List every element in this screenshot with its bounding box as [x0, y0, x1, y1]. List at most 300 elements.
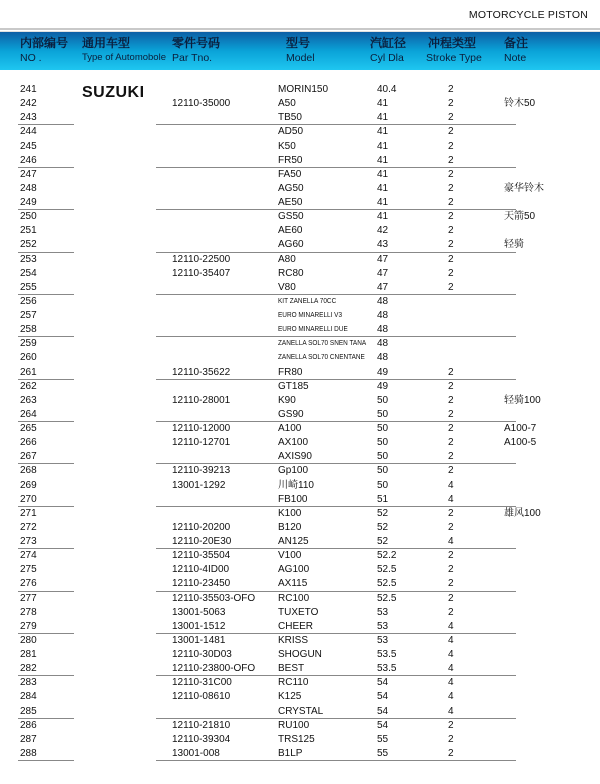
cell-part-number: 12110-35000 [172, 98, 231, 110]
cell-cyl-dia: 50 [377, 394, 389, 406]
cell-no: 252 [20, 239, 37, 251]
cell-stroke-type: 2 [448, 521, 454, 533]
header-note-cn: 备注 [504, 36, 529, 50]
cell-model: KRISS [278, 634, 309, 646]
cell-model: MORIN150 [278, 84, 329, 95]
cell-stroke-type: 2 [448, 366, 454, 378]
table-row [0, 535, 600, 549]
table-row [0, 577, 600, 591]
table-row [0, 592, 600, 606]
cell-cyl-dia: 51 [377, 493, 389, 505]
row-group-divider [156, 633, 516, 634]
cell-no: 255 [20, 281, 37, 293]
cell-no: 287 [20, 733, 37, 745]
cell-stroke-type: 2 [448, 408, 454, 420]
cell-model: AE50 [278, 197, 303, 208]
cell-cyl-dia: 48 [377, 324, 389, 336]
cell-cyl-dia: 50 [377, 423, 389, 434]
cell-stroke-type: 2 [448, 380, 454, 392]
cell-cyl-dia: 52 [377, 536, 389, 547]
table-row [0, 606, 600, 620]
cell-stroke-type: 2 [448, 154, 454, 166]
cell-no: 247 [20, 168, 37, 180]
row-group-divider [156, 252, 516, 253]
cell-model: K50 [278, 140, 296, 152]
cell-model: A80 [278, 253, 296, 265]
cell-model: GS50 [278, 211, 304, 223]
cell-part-number: 13001-1292 [172, 479, 226, 491]
cell-stroke-type: 2 [448, 239, 454, 251]
cell-model: AG60 [278, 239, 304, 251]
cell-cyl-dia: 41 [377, 197, 389, 208]
table-row [0, 464, 600, 478]
cell-part-number: 12110-39304 [172, 733, 231, 745]
cell-no: 246 [20, 154, 37, 166]
cell-no: 267 [20, 451, 37, 463]
cell-model: FR80 [278, 366, 303, 378]
cell-part-number: 12110-20E30 [172, 536, 232, 547]
cell-part-number: 12110-28001 [172, 394, 231, 406]
cell-part-number: 13001-1481 [172, 634, 226, 646]
cell-note: 铃木50 [504, 98, 536, 110]
cell-part-number: 13001-008 [172, 747, 220, 759]
cell-cyl-dia: 53 [377, 620, 389, 632]
cell-model: FB100 [278, 493, 308, 505]
cell-cyl-dia: 47 [377, 253, 389, 265]
cell-no: 242 [20, 98, 37, 110]
brand-label: SUZUKI [82, 84, 145, 101]
row-group-divider [18, 548, 74, 549]
cell-cyl-dia: 50 [377, 479, 389, 491]
cell-stroke-type: 2 [448, 182, 454, 194]
cell-stroke-type: 2 [448, 747, 454, 759]
table-row [0, 620, 600, 634]
cell-cyl-dia: 49 [377, 380, 389, 392]
cell-stroke-type: 2 [448, 253, 454, 265]
cell-no: 245 [20, 140, 37, 152]
cell-model: Gp100 [278, 465, 309, 477]
cell-no: 243 [20, 112, 37, 124]
row-group-divider [18, 718, 74, 719]
cell-stroke-type: 4 [448, 705, 454, 717]
header-dia-en: Cyl Dla [370, 52, 404, 64]
cell-model: RU100 [278, 719, 310, 731]
cell-model: AG100 [278, 564, 310, 576]
cell-model: AX100 [278, 437, 309, 449]
table-row [0, 154, 600, 168]
table-row [0, 224, 600, 238]
cell-stroke-type: 2 [448, 606, 454, 618]
cell-part-number: 12110-23800-OFO [172, 663, 256, 675]
cell-stroke-type: 2 [448, 423, 454, 434]
row-group-divider [18, 760, 74, 761]
cell-part-number: 12110-31C00 [172, 677, 232, 689]
cell-cyl-dia: 47 [377, 281, 389, 293]
table-row [0, 351, 600, 365]
cell-model: V80 [278, 281, 296, 293]
table-row [0, 83, 600, 97]
row-group-divider [18, 336, 74, 337]
table-row [0, 125, 600, 139]
cell-model: AE60 [278, 225, 303, 237]
cell-model: CRYSTAL [278, 705, 324, 717]
cell-model: K90 [278, 394, 296, 406]
cell-cyl-dia: 41 [377, 154, 389, 166]
row-group-divider [18, 506, 74, 507]
table-row [0, 196, 600, 210]
cell-no: 275 [20, 564, 37, 576]
cell-part-number: 13001-1512 [172, 620, 226, 632]
cell-no: 283 [20, 677, 37, 689]
cell-cyl-dia: 41 [377, 168, 389, 180]
cell-cyl-dia: 55 [377, 733, 389, 745]
cell-stroke-type: 2 [448, 84, 454, 95]
cell-no: 250 [20, 211, 37, 223]
header-no-en: NO . [20, 52, 42, 64]
cell-cyl-dia: 52.5 [377, 578, 397, 590]
cell-model: K100 [278, 507, 302, 519]
cell-stroke-type: 2 [448, 98, 454, 110]
cell-no: 253 [20, 253, 37, 265]
cell-cyl-dia: 47 [377, 267, 389, 279]
row-group-divider [156, 675, 516, 676]
table-row [0, 662, 600, 676]
cell-cyl-dia: 48 [377, 352, 389, 364]
cell-stroke-type: 2 [448, 437, 454, 449]
cell-cyl-dia: 53.5 [377, 663, 397, 675]
cell-no: 284 [20, 691, 37, 703]
header-note-en: Note [504, 52, 527, 64]
cell-part-number: 12110-20200 [172, 521, 231, 533]
cell-model: TUXETO [278, 606, 319, 618]
table-row [0, 295, 600, 309]
cell-stroke-type: 2 [448, 267, 454, 279]
cell-part-number: 12110-08610 [172, 691, 231, 703]
cell-model: AX115 [278, 578, 308, 590]
cell-stroke-type: 2 [448, 394, 454, 406]
table-row [0, 380, 600, 394]
cell-model: KIT ZANELLA 70CC [278, 297, 337, 305]
header-stroke-cn: 冲程类型 [428, 36, 477, 50]
cell-part-number: 12110-22500 [172, 253, 231, 265]
cell-no: 282 [20, 663, 37, 675]
cell-no: 277 [20, 592, 37, 604]
header-auto-cn: 通用车型 [82, 36, 131, 50]
table-row [0, 140, 600, 154]
cell-no: 271 [20, 507, 37, 519]
table-row [0, 267, 600, 281]
table-row [0, 366, 600, 380]
cell-stroke-type: 2 [448, 592, 454, 604]
cell-part-number: 12110-35622 [172, 366, 231, 378]
cell-note: 雄风100 [504, 507, 541, 519]
row-group-divider [156, 421, 516, 422]
row-group-divider [18, 591, 74, 592]
header-stroke-en: Stroke Type [426, 52, 482, 64]
cell-stroke-type: 2 [448, 140, 454, 152]
cell-model: RC110 [278, 677, 309, 689]
cell-stroke-type: 4 [448, 620, 454, 632]
table-row [0, 549, 600, 563]
cell-no: 286 [20, 719, 37, 731]
cell-model: EURO MINARELLI DUE [278, 326, 348, 334]
table-row [0, 705, 600, 719]
row-group-divider [156, 379, 516, 380]
cell-model: GT185 [278, 380, 309, 392]
table-row [0, 210, 600, 224]
cell-stroke-type: 2 [448, 550, 454, 562]
cell-stroke-type: 2 [448, 465, 454, 477]
cell-stroke-type: 4 [448, 479, 454, 491]
header-model-cn: 型号 [286, 36, 311, 50]
row-group-divider [156, 591, 516, 592]
cell-model: ZANELLA SOL70 CNENTANE [278, 354, 365, 362]
cell-part-number: 12110-21810 [172, 719, 231, 731]
row-group-divider [156, 463, 516, 464]
table-row [0, 168, 600, 182]
header-no-cn: 内部编号 [20, 36, 69, 50]
cell-part-number: 12110-4ID00 [172, 564, 230, 576]
cell-part-number: 12110-35503-OFO [172, 592, 256, 604]
cell-cyl-dia: 52 [377, 521, 389, 533]
cell-model: TB50 [278, 112, 302, 124]
row-group-divider [18, 421, 74, 422]
cell-model: AXIS90 [278, 451, 312, 463]
table-row [0, 733, 600, 747]
cell-no: 276 [20, 578, 37, 590]
cell-model: TRS125 [278, 733, 315, 745]
cell-cyl-dia: 52.5 [377, 564, 397, 576]
cell-cyl-dia: 52.5 [377, 592, 397, 604]
cell-no: 261 [20, 366, 37, 378]
table-row [0, 521, 600, 535]
header-part-cn: 零件号码 [172, 36, 221, 50]
top-bar [0, 0, 600, 32]
cell-part-number: 13001-5063 [172, 606, 226, 618]
cell-note: 豪华铃木 [504, 182, 544, 194]
table-header [0, 32, 600, 70]
cell-no: 244 [20, 126, 37, 138]
cell-note: A100-7 [504, 423, 537, 434]
cell-stroke-type: 2 [448, 281, 454, 293]
cell-model: B1LP [278, 747, 303, 759]
row-group-divider [18, 124, 74, 125]
table-row [0, 394, 600, 408]
cell-no: 269 [20, 479, 37, 491]
cell-part-number: 12110-12000 [172, 423, 231, 434]
table-row [0, 281, 600, 295]
cell-stroke-type: 4 [448, 493, 454, 505]
cell-no: 241 [20, 84, 37, 95]
cell-part-number: 12110-30D03 [172, 649, 232, 660]
cell-no: 264 [20, 408, 37, 420]
cell-cyl-dia: 48 [377, 295, 389, 307]
row-group-divider [156, 718, 516, 719]
cell-no: 272 [20, 521, 37, 533]
cell-cyl-dia: 48 [377, 338, 389, 350]
cell-cyl-dia: 41 [377, 182, 389, 194]
cell-stroke-type: 2 [448, 451, 454, 463]
table-row [0, 182, 600, 196]
row-group-divider [18, 675, 74, 676]
cell-cyl-dia: 54 [377, 719, 389, 731]
cell-stroke-type: 4 [448, 691, 454, 703]
cell-no: 248 [20, 182, 37, 194]
table-row [0, 408, 600, 422]
row-group-divider [156, 294, 516, 295]
row-group-divider [156, 167, 516, 168]
cell-no: 266 [20, 437, 37, 449]
table-row [0, 563, 600, 577]
cell-no: 263 [20, 394, 37, 406]
row-group-divider [18, 633, 74, 634]
cell-note: A100-5 [504, 437, 537, 449]
header-part-en: Par Tno. [172, 52, 213, 64]
row-group-divider [18, 167, 74, 168]
table-row [0, 253, 600, 267]
cell-part-number: 12110-35504 [172, 550, 231, 562]
row-group-divider [18, 463, 74, 464]
cell-no: 256 [20, 295, 37, 307]
header-dia-cn: 汽缸径 [370, 36, 407, 50]
table-row [0, 337, 600, 351]
row-group-divider [156, 760, 516, 761]
table-row [0, 634, 600, 648]
cell-model: RC100 [278, 592, 310, 604]
cell-cyl-dia: 53 [377, 606, 389, 618]
table-row [0, 719, 600, 733]
cell-stroke-type: 4 [448, 649, 454, 660]
cell-cyl-dia: 54 [377, 677, 389, 689]
cell-model: B120 [278, 521, 302, 533]
table-row [0, 422, 600, 436]
cell-part-number: 12110-39213 [172, 465, 231, 477]
cell-cyl-dia: 42 [377, 225, 389, 237]
cell-no: 251 [20, 225, 37, 237]
cell-model: RC80 [278, 267, 304, 279]
cell-stroke-type: 4 [448, 634, 454, 646]
table-row [0, 479, 600, 493]
cell-no: 281 [20, 649, 37, 660]
cell-model: A100 [278, 423, 302, 434]
cell-stroke-type: 2 [448, 733, 454, 745]
row-group-divider [18, 252, 74, 253]
cell-model: AD50 [278, 126, 304, 138]
cell-cyl-dia: 41 [377, 98, 389, 110]
cell-no: 265 [20, 423, 37, 434]
cell-no: 273 [20, 536, 37, 547]
cell-stroke-type: 2 [448, 126, 454, 138]
header-model-en: Model [286, 52, 315, 64]
cell-cyl-dia: 41 [377, 140, 389, 152]
cell-cyl-dia: 50 [377, 465, 389, 477]
cell-model: GS90 [278, 408, 304, 420]
table-row [0, 450, 600, 464]
cell-no: 278 [20, 606, 37, 618]
cell-no: 270 [20, 493, 37, 505]
table-row [0, 648, 600, 662]
cell-note: 轻骑100 [504, 394, 541, 406]
cell-no: 288 [20, 747, 37, 759]
cell-model: A50 [278, 98, 296, 110]
cell-stroke-type: 4 [448, 663, 454, 675]
cell-model: 川崎110 [278, 479, 314, 491]
table-row [0, 690, 600, 704]
cell-cyl-dia: 54 [377, 691, 389, 703]
cell-no: 274 [20, 550, 37, 562]
table-row [0, 97, 600, 111]
cell-cyl-dia: 53.5 [377, 649, 397, 660]
cell-cyl-dia: 41 [377, 211, 389, 223]
table-row [0, 507, 600, 521]
cell-no: 268 [20, 465, 37, 477]
cell-no: 285 [20, 705, 37, 717]
cell-stroke-type: 2 [448, 112, 454, 124]
cell-cyl-dia: 41 [377, 112, 389, 124]
cell-model: FR50 [278, 154, 303, 166]
cell-no: 258 [20, 324, 37, 336]
table-row [0, 493, 600, 507]
cell-no: 279 [20, 620, 37, 632]
row-group-divider [156, 124, 516, 125]
cell-part-number: 12110-35407 [172, 267, 231, 279]
row-group-divider [18, 209, 74, 210]
cell-note: 轻骑 [504, 239, 524, 251]
document-title: MOTORCYCLE PISTON [468, 9, 588, 21]
cell-cyl-dia: 40.4 [377, 84, 397, 95]
cell-no: 260 [20, 352, 37, 364]
cell-cyl-dia: 55 [377, 747, 389, 759]
cell-no: 262 [20, 380, 37, 392]
cell-no: 257 [20, 310, 37, 321]
cell-cyl-dia: 53 [377, 634, 389, 646]
row-group-divider [156, 209, 516, 210]
row-group-divider [156, 336, 516, 337]
cell-stroke-type: 2 [448, 564, 454, 576]
cell-cyl-dia: 48 [377, 310, 389, 321]
table-row [0, 676, 600, 690]
row-group-divider [156, 506, 516, 507]
table-row [0, 747, 600, 761]
cell-no: 254 [20, 267, 37, 279]
top-divider [0, 28, 600, 30]
cell-model: ZANELLA SOL70 SNEN TANA [278, 340, 367, 348]
cell-part-number: 12110-23450 [172, 578, 231, 590]
row-group-divider [156, 548, 516, 549]
cell-cyl-dia: 52 [377, 507, 389, 519]
cell-note: 天箭50 [504, 211, 536, 223]
cell-model: CHEER [278, 620, 314, 632]
cell-model: AN125 [278, 536, 309, 547]
cell-model: EURO MINARELLI V3 [278, 312, 343, 319]
cell-stroke-type: 4 [448, 677, 454, 689]
cell-cyl-dia: 50 [377, 408, 389, 420]
cell-no: 280 [20, 634, 37, 646]
cell-part-number: 12110-12701 [172, 437, 231, 449]
table-row [0, 309, 600, 323]
header-auto-en: Type of Automobole [82, 52, 166, 63]
cell-no: 259 [20, 338, 37, 350]
cell-cyl-dia: 41 [377, 126, 389, 138]
table-row [0, 238, 600, 252]
row-group-divider [18, 379, 74, 380]
cell-cyl-dia: 50 [377, 437, 389, 449]
cell-model: FA50 [278, 168, 302, 180]
cell-model: V100 [278, 550, 302, 562]
cell-no: 249 [20, 197, 37, 208]
cell-cyl-dia: 50 [377, 451, 389, 463]
table-row [0, 436, 600, 450]
